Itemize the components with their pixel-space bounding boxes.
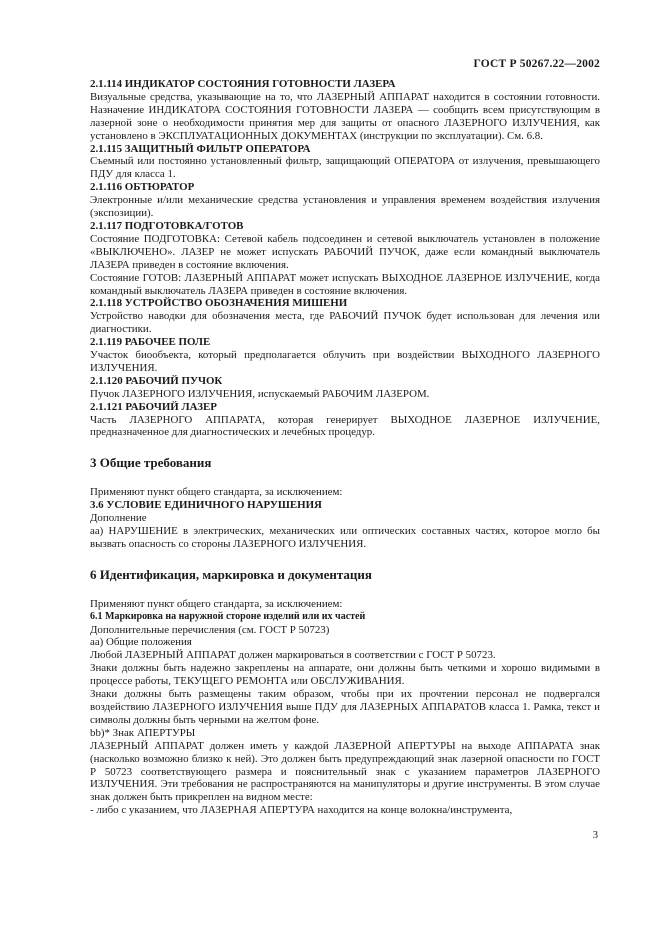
paragraph: Знаки должны быть надежно закреплены на аппарате, они должны быть четкими и хорошо видимыми в процессе работы, ТЕКУЩЕГО РЕМОНТА или ОБСЛУЖИВАНИЯ. <box>90 662 600 688</box>
term-heading: 3.6 УСЛОВИЕ ЕДИНИЧНОГО НАРУШЕНИЯ <box>90 499 322 512</box>
document-body <box>90 78 600 817</box>
paragraph: ЛАЗЕРНЫЙ АППАРАТ должен иметь у каждой ЛАЗЕРНОЙ АПЕРТУРЫ на выходе АППАРАТА знак (насколько возможно близко к ней). Это должен быть предупреждающий знак лазерной опасности по ГОСТ Р 50723 соответствующего размера и пояснительный знак с указанием параметров ЛАЗЕРНОГО ИЗЛУЧЕНИЯ. Эти требования не распространяются на манипуляторы и другие инструменты. В этом случае знак должен быть прикреплен на видном месте: <box>90 739 600 804</box>
section-6-title: 6 Идентификация, маркировка и документация <box>90 566 372 582</box>
paragraph: аа) НАРУШЕНИЕ в электрических, механических или оптических составных частях, которое могло бы вызвать опасность со стороны ЛАЗЕРНОГО ИЗЛУЧЕНИЯ. <box>90 525 600 550</box>
paragraph: Электронные и/или механические средства установления и управления временем воздействия излучения (экспозиции). <box>90 194 600 220</box>
paragraph: bb)* Знак АПЕРТУРЫ <box>90 726 196 739</box>
paragraph: Съемный или постоянно установленный фильтр, защищающий ОПЕРАТОРА от излучения, превышающего ПДУ для класса 1. <box>90 155 600 181</box>
paragraph: Состояние ПОДГОТОВКА: Сетевой кабель подсоединен и сетевой выключатель установлен в положение «ВЫКЛЮЧЕНО». ЛАЗЕР не может испускать РАБОЧИЙ ПУЧОК, даже если командный выключатель ЛАЗЕРА приведен в состояние включения. <box>90 232 600 271</box>
paragraph: Визуальные средства, указывающие на то, что ЛАЗЕРНЫЙ АППАРАТ находится в состоянии готовности. Назначение ИНДИКАТОРА СОСТОЯНИЯ ГОТОВНОСТИ ЛАЗЕРА — сообщить всем присутствующим в лазерной зоне о необходимости принятия мер для защиты от опасного ЛАЗЕРНОГО ИЗЛУЧЕНИЯ, как установлено в ЭКСПЛУАТАЦИОННЫХ ДОКУМЕНТАХ (инструкции по эксплуатации). См. 6.8. <box>90 90 600 142</box>
term-heading: 2.1.119 РАБОЧЕЕ ПОЛЕ <box>90 336 211 349</box>
definitions-list <box>90 78 600 439</box>
paragraph: Применяют пункт общего стандарта, за исключением: <box>90 486 343 499</box>
term-heading: 2.1.121 РАБОЧИЙ ЛАЗЕР <box>90 400 217 413</box>
paragraph: Пучок ЛАЗЕРНОГО ИЗЛУЧЕНИЯ, испускаемый РАБОЧИМ ЛАЗЕРОМ. <box>90 387 430 400</box>
paragraph: Устройство наводки для обозначения места, где РАБОЧИЙ ПУЧОК будет использован для лечения или диагностики. <box>90 310 600 336</box>
section-3-content <box>90 486 600 551</box>
paragraph: Состояние ГОТОВ: ЛАЗЕРНЫЙ АППАРАТ может испускать ВЫХОДНОЕ ЛАЗЕРНОЕ ИЗЛУЧЕНИЕ, когда командный выключатель ЛАЗЕРА приведен в состояние включения. <box>90 271 600 297</box>
paragraph: Знаки должны быть размещены таким образом, чтобы при их прочтении персонал не подвергался воздействию ЛАЗЕРНОГО ИЗЛУЧЕНИЯ выше ПДУ для ЛАЗЕРНЫХ АППАРАТОВ класса 1. Рамка, текст и символы должны быть черными на желтом фоне. <box>90 688 600 726</box>
paragraph: Дополнительные перечисления (см. ГОСТ Р 50723) <box>90 623 330 636</box>
term-heading: 2.1.114 ИНДИКАТОР СОСТОЯНИЯ ГОТОВНОСТИ ЛАЗЕРА <box>90 78 396 90</box>
term-heading: 2.1.116 ОБТЮРАТОР <box>90 181 195 194</box>
section-3-title: 3 Общие требования <box>90 455 212 471</box>
paragraph: Часть ЛАЗЕРНОГО АППАРАТА, которая генерирует ВЫХОДНОЕ ЛАЗЕРНОЕ ИЗЛУЧЕНИЕ, предназначенное для диагностических и лечебных процедур. <box>90 413 600 439</box>
term-heading: 2.1.115 ЗАЩИТНЫЙ ФИЛЬТР ОПЕРАТОРА <box>90 142 311 155</box>
paragraph: Участок биообъекта, который предполагается облучить при воздействии ВЫХОДНОГО ЛАЗЕРНОГО ИЗЛУЧЕНИЯ. <box>90 349 600 374</box>
section-6-content <box>90 598 600 817</box>
paragraph: Любой ЛАЗЕРНЫЙ АППАРАТ должен маркироваться в соответствии с ГОСТ Р 50723. <box>90 649 496 662</box>
paragraph: Дополнение <box>90 512 147 525</box>
subsection-heading: 6.1 Маркировка на наружной стороне изделий или их частей <box>90 610 366 622</box>
term-heading: 2.1.117 ПОДГОТОВКА/ГОТОВ <box>90 219 244 232</box>
page-number: 3 <box>592 830 598 841</box>
term-heading: 2.1.118 УСТРОЙСТВО ОБОЗНАЧЕНИЯ МИШЕНИ <box>90 297 348 310</box>
paragraph: Применяют пункт общего стандарта, за исключением: <box>90 597 343 610</box>
paragraph: аа) Общие положения <box>90 636 192 649</box>
term-heading: 2.1.120 РАБОЧИЙ ПУЧОК <box>90 374 223 387</box>
document-header-id: ГОСТ Р 50267.22—2002 <box>473 58 600 70</box>
paragraph: - либо с указанием, что ЛАЗЕРНАЯ АПЕРТУРА находится на конце волокна/инструмента, <box>90 804 513 817</box>
